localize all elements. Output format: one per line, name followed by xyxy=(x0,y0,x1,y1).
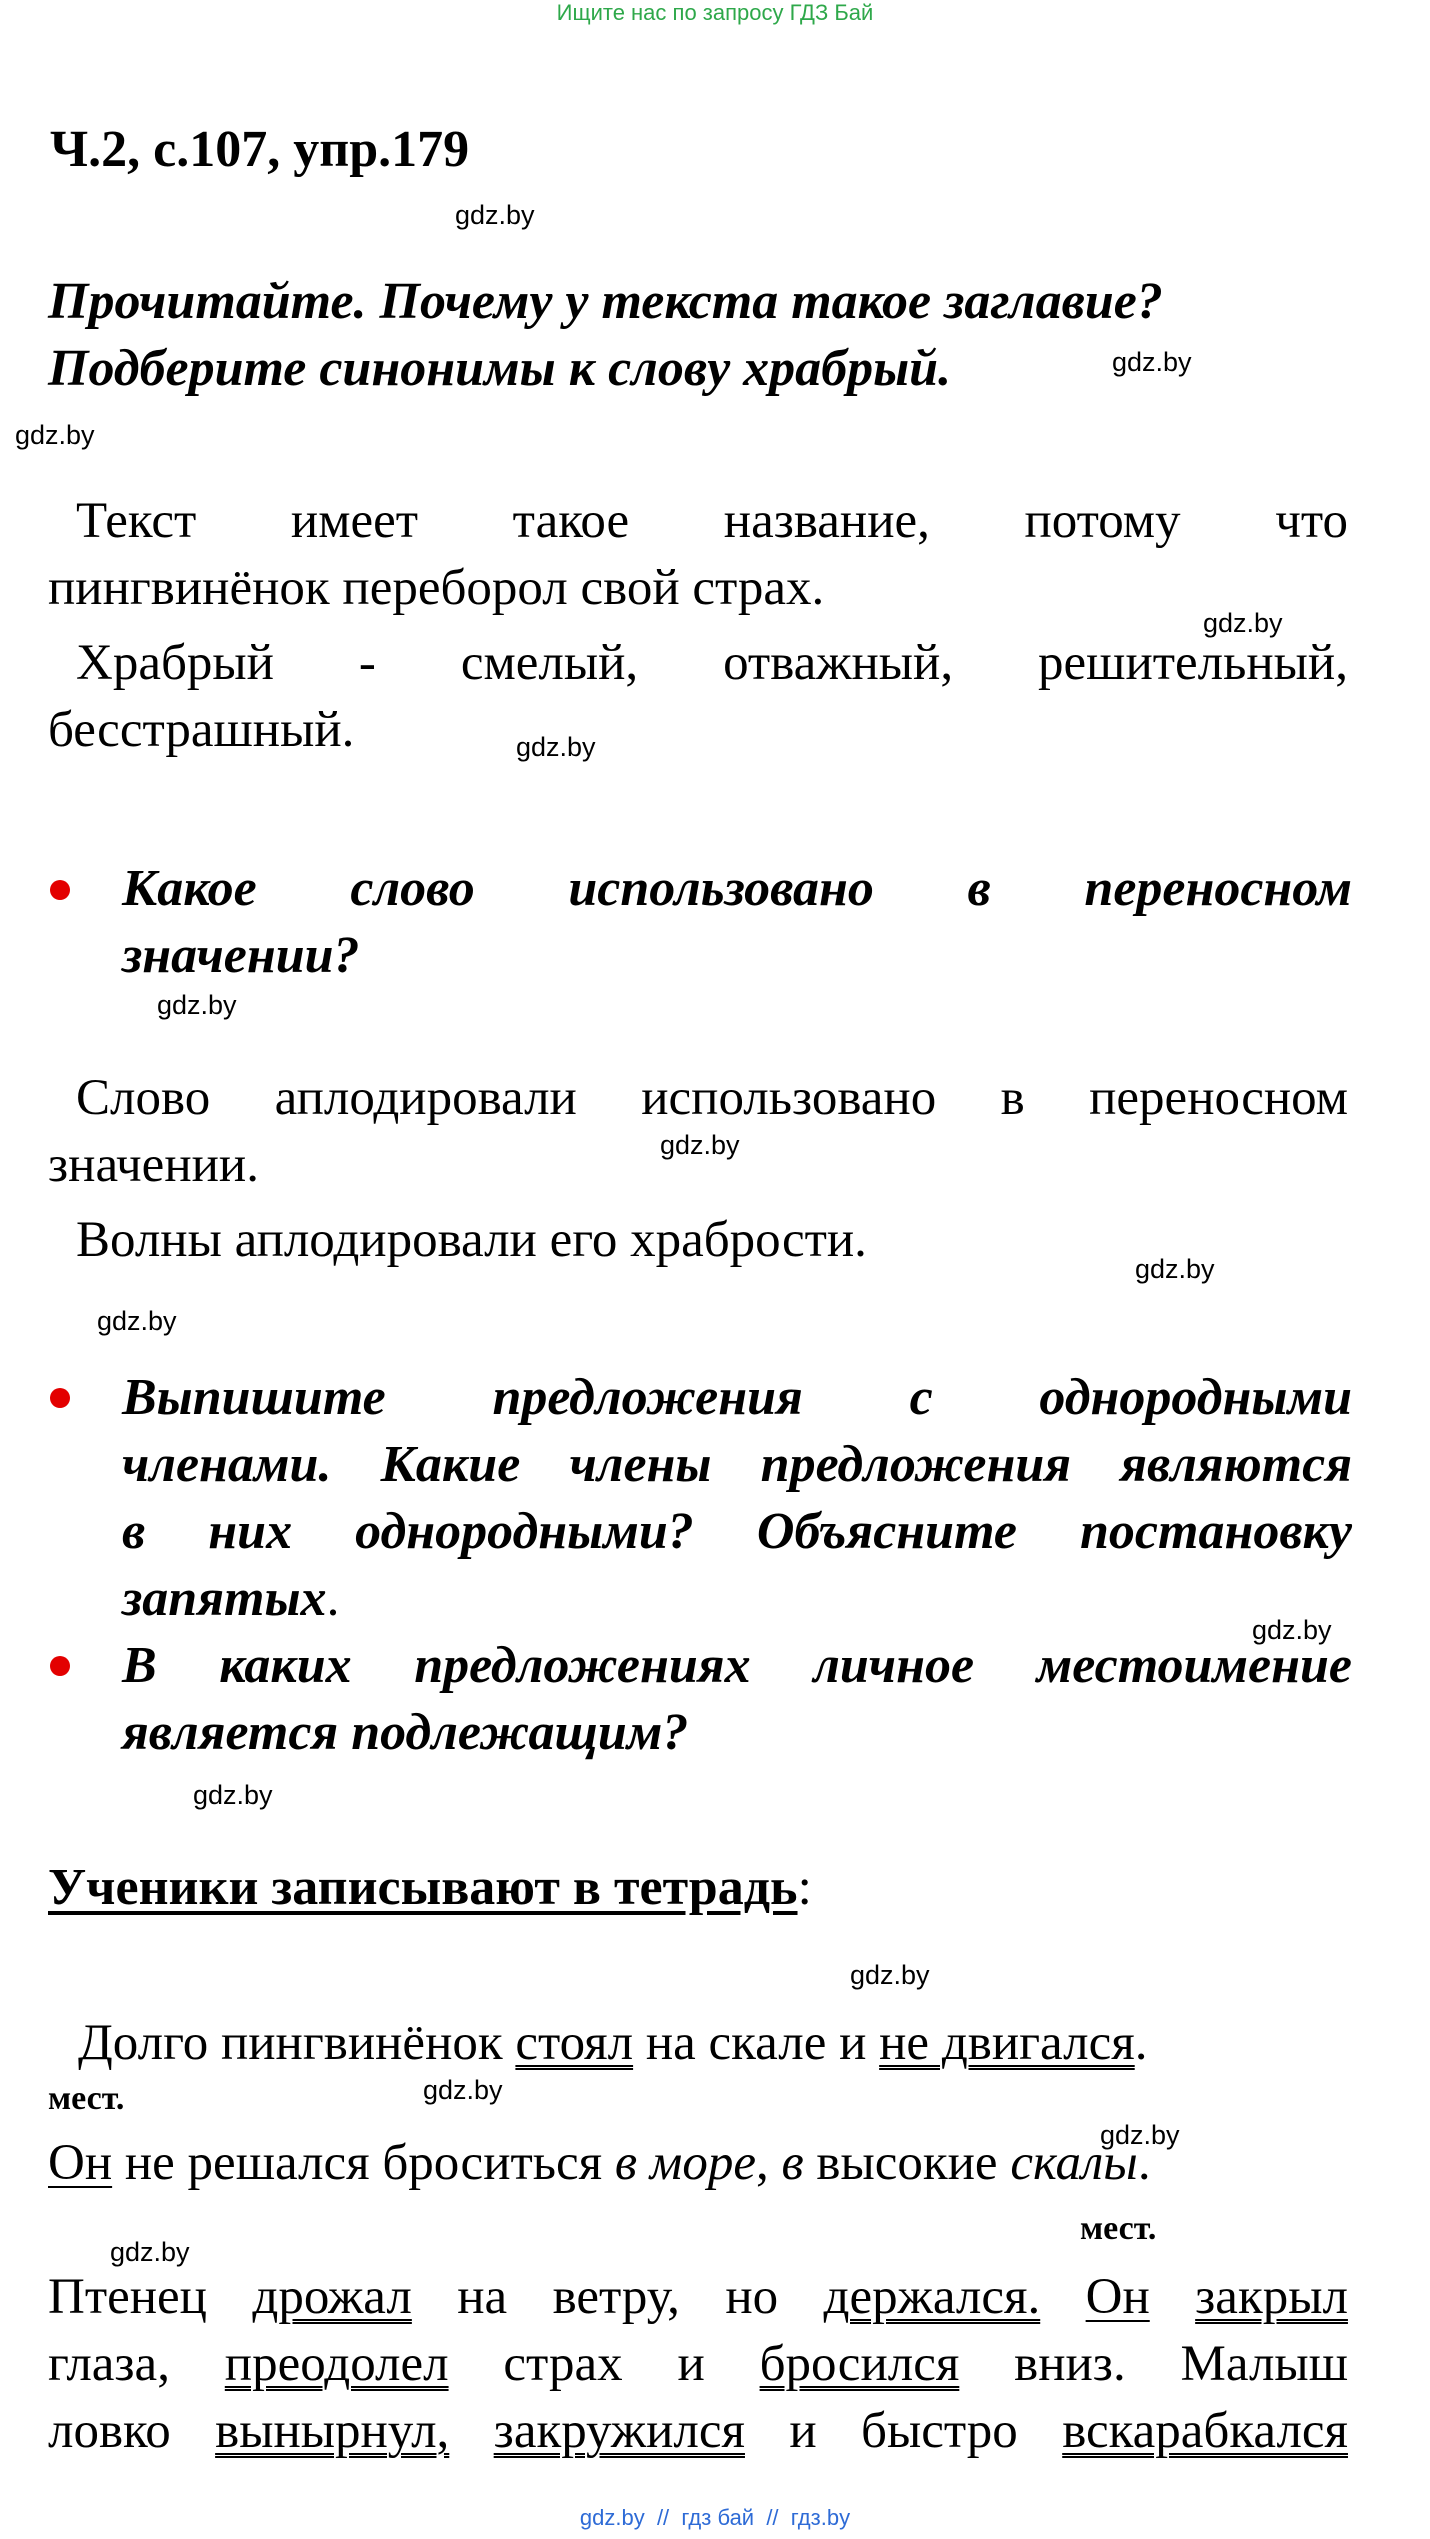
word: Долго пингвинёнок xyxy=(78,2015,516,2071)
watermark: gdz.by xyxy=(850,1960,930,1990)
word: ветру, xyxy=(552,2269,680,2325)
word: потому xyxy=(1024,493,1181,549)
sentence-line xyxy=(48,2331,1348,2398)
word: и xyxy=(789,2403,817,2459)
pronoun-label: мест. xyxy=(48,2080,125,2117)
word: такое xyxy=(512,493,630,549)
pronoun-label: мест. xyxy=(1080,2210,1157,2247)
predicate: держался. xyxy=(823,2269,1041,2325)
word: не решался броситься xyxy=(112,2135,615,2191)
task-line: Прочитайте. Почему у текста такое заглавие? xyxy=(48,273,1163,330)
word: скалы xyxy=(1010,2135,1138,2191)
word: глаза, xyxy=(48,2336,170,2392)
watermark: gdz.by xyxy=(660,1130,740,1160)
watermark: gdz.by xyxy=(1112,347,1192,377)
word: имеет xyxy=(290,493,419,549)
bullet-icon xyxy=(50,880,70,900)
word: предложения xyxy=(492,1369,803,1426)
sentence-3 xyxy=(48,2264,1348,2465)
word: отважный, xyxy=(723,635,954,691)
word: решительный, xyxy=(1038,635,1348,691)
task-line: значении? xyxy=(122,927,360,984)
word: однородными xyxy=(1039,1369,1352,1426)
word: . xyxy=(1137,2135,1151,2191)
word: . xyxy=(1134,2015,1148,2071)
subject: Он xyxy=(1085,2269,1150,2325)
word: и xyxy=(677,2336,705,2392)
watermark: gdz.by xyxy=(97,1306,177,1336)
task-question-1 xyxy=(48,268,1358,402)
word: Птенец xyxy=(48,2269,207,2325)
answer-1 xyxy=(48,488,1348,764)
word: Какое xyxy=(122,860,257,917)
word: страх xyxy=(503,2336,623,2392)
word: на скале и xyxy=(633,2015,880,2071)
word: в море xyxy=(614,2135,756,2191)
word: на xyxy=(457,2269,508,2325)
watermark: gdz.by xyxy=(1203,608,1283,638)
answer-line: бесстрашный. xyxy=(48,702,355,758)
sentence-line xyxy=(48,2398,1348,2465)
word: Храбрый xyxy=(76,635,274,691)
heading-colon: : xyxy=(797,1859,812,1916)
answer-2 xyxy=(48,1065,1348,1274)
subject: Он xyxy=(48,2135,113,2191)
word: Выпишите xyxy=(122,1369,386,1426)
answer-line: значении. xyxy=(48,1137,259,1193)
watermark: gdz.by xyxy=(193,1780,273,1810)
word: что xyxy=(1275,493,1348,549)
answer-line xyxy=(48,630,1348,697)
word: - xyxy=(358,635,376,691)
word: переносном xyxy=(1084,860,1352,917)
word: в xyxy=(967,860,991,917)
predicate: преодолел xyxy=(224,2336,449,2392)
predicate: стоял xyxy=(515,2015,634,2071)
word: с xyxy=(909,1369,933,1426)
bullet-icon xyxy=(50,1388,70,1408)
word: Текст xyxy=(76,493,197,549)
sentence-line xyxy=(48,2264,1348,2331)
task-question-2 xyxy=(122,855,1352,989)
word: Малыш xyxy=(1180,2336,1348,2392)
task-line xyxy=(122,1364,1352,1431)
task-question-3 xyxy=(122,1364,1352,1632)
sentence-2 xyxy=(48,2130,1151,2197)
predicate: закрыл xyxy=(1195,2269,1348,2325)
task-line: является подлежащим? xyxy=(122,1704,689,1761)
word: слово xyxy=(350,860,475,917)
heading-text: Ученики записывают в тетрадь xyxy=(48,1859,798,1916)
bullet-icon xyxy=(50,1656,70,1676)
watermark: gdz.by xyxy=(455,200,535,230)
predicate: не двигался xyxy=(879,2015,1135,2071)
watermark: gdz.by xyxy=(110,2237,190,2267)
notebook-heading xyxy=(48,1858,812,1917)
task-line xyxy=(122,855,1352,922)
watermark: gdz.by xyxy=(1100,2120,1180,2150)
task-question-4 xyxy=(122,1632,1352,1766)
watermark: gdz.by xyxy=(1135,1254,1215,1284)
word: ловко xyxy=(48,2403,171,2459)
answer-line: пингвинёнок переборол свой страх. xyxy=(48,560,825,616)
answer-line: Волны аплодировали его храбрости. xyxy=(76,1212,867,1268)
predicate: дрожал xyxy=(252,2269,412,2325)
task-line: В каких предложениях личное местоимение xyxy=(122,1637,1352,1694)
task-line: Подберите синонимы к слову храбрый. xyxy=(48,340,952,397)
task-line: в них однородными? Объясните постановку xyxy=(122,1503,1352,1560)
watermark: gdz.by xyxy=(423,2075,503,2105)
answer-line: Слово аплодировали использовано в переносном xyxy=(76,1070,1348,1126)
word: в xyxy=(781,2135,804,2191)
word: запятых xyxy=(122,1570,327,1627)
watermark: gdz.by xyxy=(1252,1615,1332,1645)
word: использовано xyxy=(568,860,874,917)
word: быстро xyxy=(861,2403,1018,2459)
answer-line xyxy=(48,488,1348,555)
top-banner: Ищите нас по запросу ГДЗ Бай xyxy=(556,0,874,25)
predicate: бросился xyxy=(759,2336,960,2392)
task-line: членами. Какие члены предложения являются xyxy=(122,1436,1352,1493)
word: смелый, xyxy=(460,635,639,691)
task-line xyxy=(122,1565,1352,1632)
word: название, xyxy=(723,493,930,549)
word: высокие xyxy=(803,2135,1011,2191)
predicate: закружился xyxy=(493,2403,745,2459)
word: , xyxy=(755,2135,782,2191)
word: но xyxy=(725,2269,779,2325)
page-title: Ч.2, с.107, упр.179 xyxy=(50,121,470,178)
watermark: gdz.by xyxy=(15,420,95,450)
footer-links: gdz.by // гдз бай // гдз.by xyxy=(579,2505,851,2530)
predicate: вскарабкался xyxy=(1062,2403,1348,2459)
predicate: вынырнул, xyxy=(215,2403,450,2459)
word: вниз. xyxy=(1014,2336,1126,2392)
punctuation: . xyxy=(326,1570,340,1627)
watermark: gdz.by xyxy=(157,990,237,1020)
watermark: gdz.by xyxy=(516,732,596,762)
sentence-1 xyxy=(78,2010,1147,2077)
